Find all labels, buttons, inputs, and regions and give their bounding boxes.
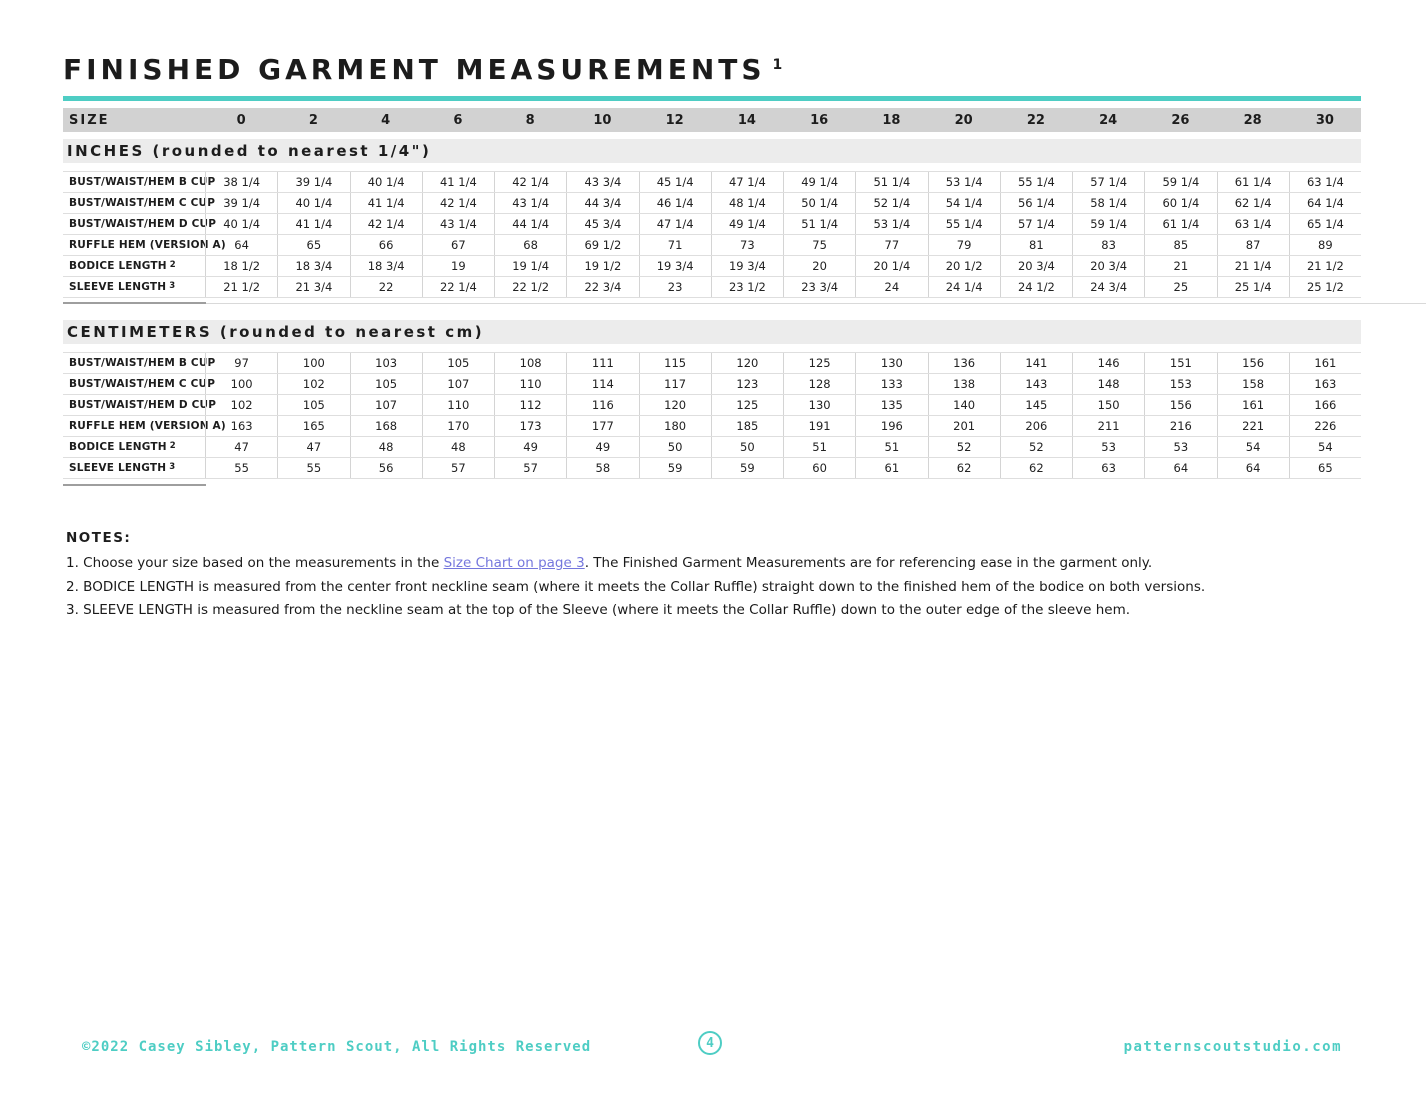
measurement-cell: 47 [205, 437, 277, 457]
measurement-cell: 51 1/4 [783, 214, 855, 234]
measurement-cell: 53 [1144, 437, 1216, 457]
size-header-label: SIZE [69, 112, 110, 128]
measurement-cell: 100 [205, 374, 277, 394]
measurement-cell: 43 1/4 [494, 193, 566, 213]
measurement-cell: 56 [350, 458, 422, 478]
measurement-cell: 54 1/4 [928, 193, 1000, 213]
measurement-cell: 19 1/2 [566, 256, 638, 276]
measurement-cell: 22 3/4 [566, 277, 638, 297]
measurement-cell: 44 3/4 [566, 193, 638, 213]
measurement-cell: 63 1/4 [1289, 172, 1361, 192]
measurement-cell: 107 [350, 395, 422, 415]
measurement-cell: 206 [1000, 416, 1072, 436]
note-3: 3. SLEEVE LENGTH is measured from the neckline seam at the top of the Sleeve (where it meets the Collar Ruffle) down to the outer edge of the sleeve hem. [66, 602, 1131, 618]
measurement-cell: 25 1/2 [1289, 277, 1361, 297]
measurement-cell: 73 [711, 235, 783, 255]
measurement-cell: 55 [277, 458, 349, 478]
measurement-cell: 18 3/4 [277, 256, 349, 276]
measurement-cell: 65 [1289, 458, 1361, 478]
measurement-cell: 20 1/2 [928, 256, 1000, 276]
measurement-cell: 54 [1289, 437, 1361, 457]
measurement-cell: 41 1/4 [422, 172, 494, 192]
table-row [63, 235, 1361, 256]
measurement-cell: 81 [1000, 235, 1072, 255]
measurement-cell: 24 3/4 [1072, 277, 1144, 297]
measurement-cell: 64 [1217, 458, 1289, 478]
measurement-cell: 79 [928, 235, 1000, 255]
row-label-text: SLEEVE LENGTH [69, 281, 167, 293]
measurement-cell: 53 1/4 [855, 214, 927, 234]
measurement-cell: 19 1/4 [494, 256, 566, 276]
measurement-cell: 125 [783, 353, 855, 373]
measurement-cell: 59 1/4 [1144, 172, 1216, 192]
size-column-header: 12 [665, 112, 684, 128]
footer-copyright: ©2022 Casey Sibley, Pattern Scout, All Rights Reserved [82, 1039, 592, 1055]
measurement-cell: 23 3/4 [783, 277, 855, 297]
measurement-cell: 45 1/4 [639, 172, 711, 192]
measurement-cell: 117 [639, 374, 711, 394]
measurement-cell: 25 1/4 [1217, 277, 1289, 297]
table-row [63, 458, 1361, 479]
row-label-text: BUST/WAIST/HEM B CUP [69, 176, 216, 188]
measurement-cell: 47 1/4 [639, 214, 711, 234]
measurement-cell: 161 [1217, 395, 1289, 415]
measurement-cell: 146 [1072, 353, 1144, 373]
measurement-cell: 52 [1000, 437, 1072, 457]
measurement-cell: 25 [1144, 277, 1216, 297]
measurement-cell: 110 [494, 374, 566, 394]
measurement-cell: 140 [928, 395, 1000, 415]
measurement-cell: 19 3/4 [639, 256, 711, 276]
measurement-cell: 48 1/4 [711, 193, 783, 213]
measurement-cell: 115 [639, 353, 711, 373]
measurement-cell: 47 [277, 437, 349, 457]
measurement-cell: 105 [350, 374, 422, 394]
measurement-cell: 54 [1217, 437, 1289, 457]
size-column-header: 18 [882, 112, 901, 128]
measurement-cell: 61 1/4 [1217, 172, 1289, 192]
measurement-cell: 41 1/4 [350, 193, 422, 213]
measurement-cell: 57 1/4 [1000, 214, 1072, 234]
row-label [63, 458, 205, 478]
row-label [63, 214, 217, 234]
measurement-cell: 63 1/4 [1217, 214, 1289, 234]
measurement-cell: 52 1/4 [855, 193, 927, 213]
measurement-cell: 166 [1289, 395, 1361, 415]
page-number-badge [698, 1031, 722, 1055]
measurement-cell: 21 [1144, 256, 1216, 276]
size-column-header: 30 [1315, 112, 1334, 128]
measurement-cell: 20 3/4 [1000, 256, 1072, 276]
measurement-cell: 51 1/4 [855, 172, 927, 192]
measurement-cell: 123 [711, 374, 783, 394]
measurement-cell: 97 [205, 353, 277, 373]
measurement-cell: 39 1/4 [277, 172, 349, 192]
measurement-cell: 42 1/4 [494, 172, 566, 192]
measurement-cell: 58 [566, 458, 638, 478]
measurement-cell: 116 [566, 395, 638, 415]
measurement-cell: 52 [928, 437, 1000, 457]
measurement-cell: 69 1/2 [566, 235, 638, 255]
measurement-cell: 103 [350, 353, 422, 373]
measurement-cell: 20 1/4 [855, 256, 927, 276]
row-label-footnote-marker: 3 [169, 462, 176, 472]
row-label [63, 256, 205, 276]
measurement-cell: 64 [1144, 458, 1216, 478]
measurement-cell: 41 1/4 [277, 214, 349, 234]
measurement-cell: 24 1/2 [1000, 277, 1072, 297]
table-row [63, 395, 1361, 416]
measurement-cell: 128 [783, 374, 855, 394]
size-column-header: 8 [525, 112, 535, 128]
measurement-cell: 56 1/4 [1000, 193, 1072, 213]
measurement-cell: 133 [855, 374, 927, 394]
row-label-footnote-marker: 2 [169, 441, 176, 451]
inches-table-body [63, 171, 1361, 298]
measurement-cell: 111 [566, 353, 638, 373]
row-label [63, 353, 216, 373]
row-label-footnote-marker: 3 [169, 281, 176, 291]
row-label-text: RUFFLE HEM (VERSION A) [69, 239, 226, 251]
row-label [63, 235, 226, 255]
measurement-cell: 20 3/4 [1072, 256, 1144, 276]
page-title-footnote-marker: 1 [772, 56, 783, 73]
measurement-cell: 138 [928, 374, 1000, 394]
measurement-cell: 67 [422, 235, 494, 255]
page-title [63, 53, 782, 86]
row-label-text: SLEEVE LENGTH [69, 462, 167, 474]
measurement-cell: 21 3/4 [277, 277, 349, 297]
measurement-cell: 40 1/4 [205, 214, 277, 234]
measurement-cell: 55 1/4 [928, 214, 1000, 234]
measurement-cell: 57 [422, 458, 494, 478]
measurement-cell: 107 [422, 374, 494, 394]
measurement-cell: 130 [783, 395, 855, 415]
measurement-cell: 53 1/4 [928, 172, 1000, 192]
measurement-cell: 19 3/4 [711, 256, 783, 276]
row-label [63, 416, 226, 436]
table-row [63, 193, 1361, 214]
size-column-header: 26 [1171, 112, 1190, 128]
measurement-cell: 120 [639, 395, 711, 415]
measurement-cell: 185 [711, 416, 783, 436]
size-column-header: 24 [1099, 112, 1118, 128]
page-title-text: FINISHED GARMENT MEASUREMENTS [63, 53, 766, 86]
measurement-cell: 45 3/4 [566, 214, 638, 234]
size-column-header: 0 [236, 112, 246, 128]
measurement-cell: 153 [1144, 374, 1216, 394]
measurement-cell: 150 [1072, 395, 1144, 415]
table-row [63, 214, 1361, 235]
row-label-text: BUST/WAIST/HEM C CUP [69, 378, 216, 390]
measurement-cell: 42 1/4 [422, 193, 494, 213]
measurement-cell: 61 1/4 [1144, 214, 1216, 234]
note-1-text: 1. Choose your size based on the measurements in the [66, 555, 444, 571]
measurement-cell: 63 [1072, 458, 1144, 478]
measurement-cell: 105 [277, 395, 349, 415]
row-label-text: RUFFLE HEM (VERSION A) [69, 420, 226, 432]
measurement-cell: 226 [1289, 416, 1361, 436]
measurement-cell: 77 [855, 235, 927, 255]
notes-section [66, 530, 1386, 627]
measurement-cell: 51 [855, 437, 927, 457]
measurement-cell: 23 [639, 277, 711, 297]
measurement-cell: 49 1/4 [783, 172, 855, 192]
size-chart-link[interactable]: Size Chart on page 3 [443, 555, 585, 571]
footer-website-link[interactable]: patternscoutstudio.com [1123, 1039, 1342, 1055]
row-label-footnote-marker: 2 [169, 260, 176, 270]
measurement-cell: 163 [1289, 374, 1361, 394]
measurement-cell: 49 1/4 [711, 214, 783, 234]
measurement-cell: 68 [494, 235, 566, 255]
measurement-cell: 191 [783, 416, 855, 436]
measurement-cell: 47 1/4 [711, 172, 783, 192]
measurement-cell: 60 1/4 [1144, 193, 1216, 213]
measurement-cell: 22 1/2 [494, 277, 566, 297]
row-label-text: BODICE LENGTH [69, 441, 167, 453]
size-column-header: 22 [1026, 112, 1045, 128]
title-accent-rule [63, 96, 1361, 101]
size-header-row [63, 108, 1361, 132]
row-label [63, 374, 216, 394]
measurement-cell: 145 [1000, 395, 1072, 415]
table-row [63, 437, 1361, 458]
measurement-cell: 173 [494, 416, 566, 436]
measurement-cell: 102 [277, 374, 349, 394]
measurement-cell: 143 [1000, 374, 1072, 394]
measurement-cell: 156 [1144, 395, 1216, 415]
measurement-cell: 18 3/4 [350, 256, 422, 276]
note-2: 2. BODICE LENGTH is measured from the center front neckline seam (where it meets the Collar Ruffle) straight down to the finished hem of the bodice on both versions. [66, 578, 1206, 595]
measurement-cell: 136 [928, 353, 1000, 373]
measurement-cell: 20 [783, 256, 855, 276]
measurement-cell: 21 1/4 [1217, 256, 1289, 276]
row-label-text: BUST/WAIST/HEM D CUP [69, 218, 217, 230]
measurement-cell: 89 [1289, 235, 1361, 255]
page-number: 4 [706, 1035, 714, 1051]
measurement-cell: 53 [1072, 437, 1144, 457]
measurement-cell: 48 [422, 437, 494, 457]
measurement-cell: 51 [783, 437, 855, 457]
measurement-cell: 18 1/2 [205, 256, 277, 276]
measurement-cell: 50 [711, 437, 783, 457]
measurement-cell: 71 [639, 235, 711, 255]
measurement-cell: 62 [928, 458, 1000, 478]
measurement-cell: 19 [422, 256, 494, 276]
measurement-cell: 40 1/4 [350, 172, 422, 192]
size-column-header: 10 [593, 112, 612, 128]
measurement-cell: 108 [494, 353, 566, 373]
measurement-cell: 135 [855, 395, 927, 415]
table-row [63, 353, 1361, 374]
measurement-cell: 120 [711, 353, 783, 373]
measurement-cell: 44 1/4 [494, 214, 566, 234]
size-column-header: 6 [453, 112, 463, 128]
measurement-cell: 58 1/4 [1072, 193, 1144, 213]
row-label-text: BUST/WAIST/HEM C CUP [69, 197, 216, 209]
sleeve-label-underline-cm [63, 484, 206, 486]
measurement-cell: 66 [350, 235, 422, 255]
measurement-cell: 38 1/4 [205, 172, 277, 192]
measurement-cell: 43 3/4 [566, 172, 638, 192]
row-label-text: BUST/WAIST/HEM D CUP [69, 399, 217, 411]
measurement-cell: 201 [928, 416, 1000, 436]
measurement-cell: 61 [855, 458, 927, 478]
measurement-cell: 23 1/2 [711, 277, 783, 297]
measurement-cell: 105 [422, 353, 494, 373]
measurement-cell: 60 [783, 458, 855, 478]
measurement-cell: 110 [422, 395, 494, 415]
row-label [63, 172, 216, 192]
row-label [63, 437, 205, 457]
table-divider-line [63, 303, 1426, 304]
measurement-cell: 22 [350, 277, 422, 297]
note-1 [66, 556, 1386, 571]
measurement-cell: 196 [855, 416, 927, 436]
row-label [63, 277, 205, 297]
measurement-cell: 65 [277, 235, 349, 255]
notes-heading: NOTES: [66, 530, 132, 546]
row-label-text: BODICE LENGTH [69, 260, 167, 272]
measurement-cell: 64 1/4 [1289, 193, 1361, 213]
table-row [63, 172, 1361, 193]
sleeve-label-underline-inches [63, 302, 206, 304]
measurement-cell: 163 [205, 416, 277, 436]
measurement-cell: 43 1/4 [422, 214, 494, 234]
measurement-cell: 102 [205, 395, 277, 415]
measurement-cell: 57 1/4 [1072, 172, 1144, 192]
table-row [63, 277, 1361, 298]
section-heading-inches: INCHES (rounded to nearest 1/4") [63, 139, 1361, 163]
measurement-cell: 148 [1072, 374, 1144, 394]
table-row [63, 256, 1361, 277]
measurement-cell: 48 [350, 437, 422, 457]
measurement-cell: 158 [1217, 374, 1289, 394]
measurement-cell: 59 [711, 458, 783, 478]
measurement-cell: 170 [422, 416, 494, 436]
measurement-cell: 50 1/4 [783, 193, 855, 213]
measurement-cell: 55 1/4 [1000, 172, 1072, 192]
measurement-cell: 21 1/2 [1289, 256, 1361, 276]
measurement-cell: 221 [1217, 416, 1289, 436]
measurement-cell: 100 [277, 353, 349, 373]
measurement-cell: 211 [1072, 416, 1144, 436]
cm-table-body [63, 352, 1361, 479]
measurement-cell: 130 [855, 353, 927, 373]
measurement-cell: 64 [205, 235, 277, 255]
measurement-cell: 65 1/4 [1289, 214, 1361, 234]
measurement-cell: 50 [639, 437, 711, 457]
size-column-header: 20 [954, 112, 973, 128]
size-column-header: 14 [737, 112, 756, 128]
size-column-header: 28 [1243, 112, 1262, 128]
measurement-cell: 46 1/4 [639, 193, 711, 213]
measurement-cell: 216 [1144, 416, 1216, 436]
measurement-cell: 112 [494, 395, 566, 415]
measurement-cell: 180 [639, 416, 711, 436]
measurement-cell: 114 [566, 374, 638, 394]
note-1-text-cont: . The Finished Garment Measurements are for referencing ease in the garment only. [584, 555, 1153, 571]
row-label [63, 395, 217, 415]
measurement-cell: 42 1/4 [350, 214, 422, 234]
measurement-cell: 55 [205, 458, 277, 478]
measurement-cell: 59 [639, 458, 711, 478]
measurement-cell: 24 1/4 [928, 277, 1000, 297]
size-column-header: 4 [381, 112, 391, 128]
measurement-cell: 177 [566, 416, 638, 436]
measurement-cell: 141 [1000, 353, 1072, 373]
measurement-cell: 83 [1072, 235, 1144, 255]
measurement-cell: 62 1/4 [1217, 193, 1289, 213]
measurement-cell: 125 [711, 395, 783, 415]
size-column-header: 2 [308, 112, 318, 128]
measurement-cell: 39 1/4 [205, 193, 277, 213]
size-column-header: 16 [810, 112, 829, 128]
table-row [63, 374, 1361, 395]
measurement-cell: 59 1/4 [1072, 214, 1144, 234]
measurement-cell: 156 [1217, 353, 1289, 373]
measurement-cell: 62 [1000, 458, 1072, 478]
measurement-cell: 49 [494, 437, 566, 457]
row-label-text: BUST/WAIST/HEM B CUP [69, 357, 216, 369]
measurement-cell: 21 1/2 [205, 277, 277, 297]
measurement-cell: 85 [1144, 235, 1216, 255]
table-row [63, 416, 1361, 437]
measurement-cell: 161 [1289, 353, 1361, 373]
measurement-cell: 22 1/4 [422, 277, 494, 297]
measurement-cell: 40 1/4 [277, 193, 349, 213]
row-label [63, 193, 216, 213]
measurement-cell: 49 [566, 437, 638, 457]
measurement-cell: 24 [855, 277, 927, 297]
measurement-cell: 87 [1217, 235, 1289, 255]
section-heading-centimeters: CENTIMETERS (rounded to nearest cm) [63, 320, 1361, 344]
measurement-cell: 57 [494, 458, 566, 478]
measurement-cell: 75 [783, 235, 855, 255]
measurement-cell: 165 [277, 416, 349, 436]
measurement-cell: 168 [350, 416, 422, 436]
measurement-cell: 151 [1144, 353, 1216, 373]
